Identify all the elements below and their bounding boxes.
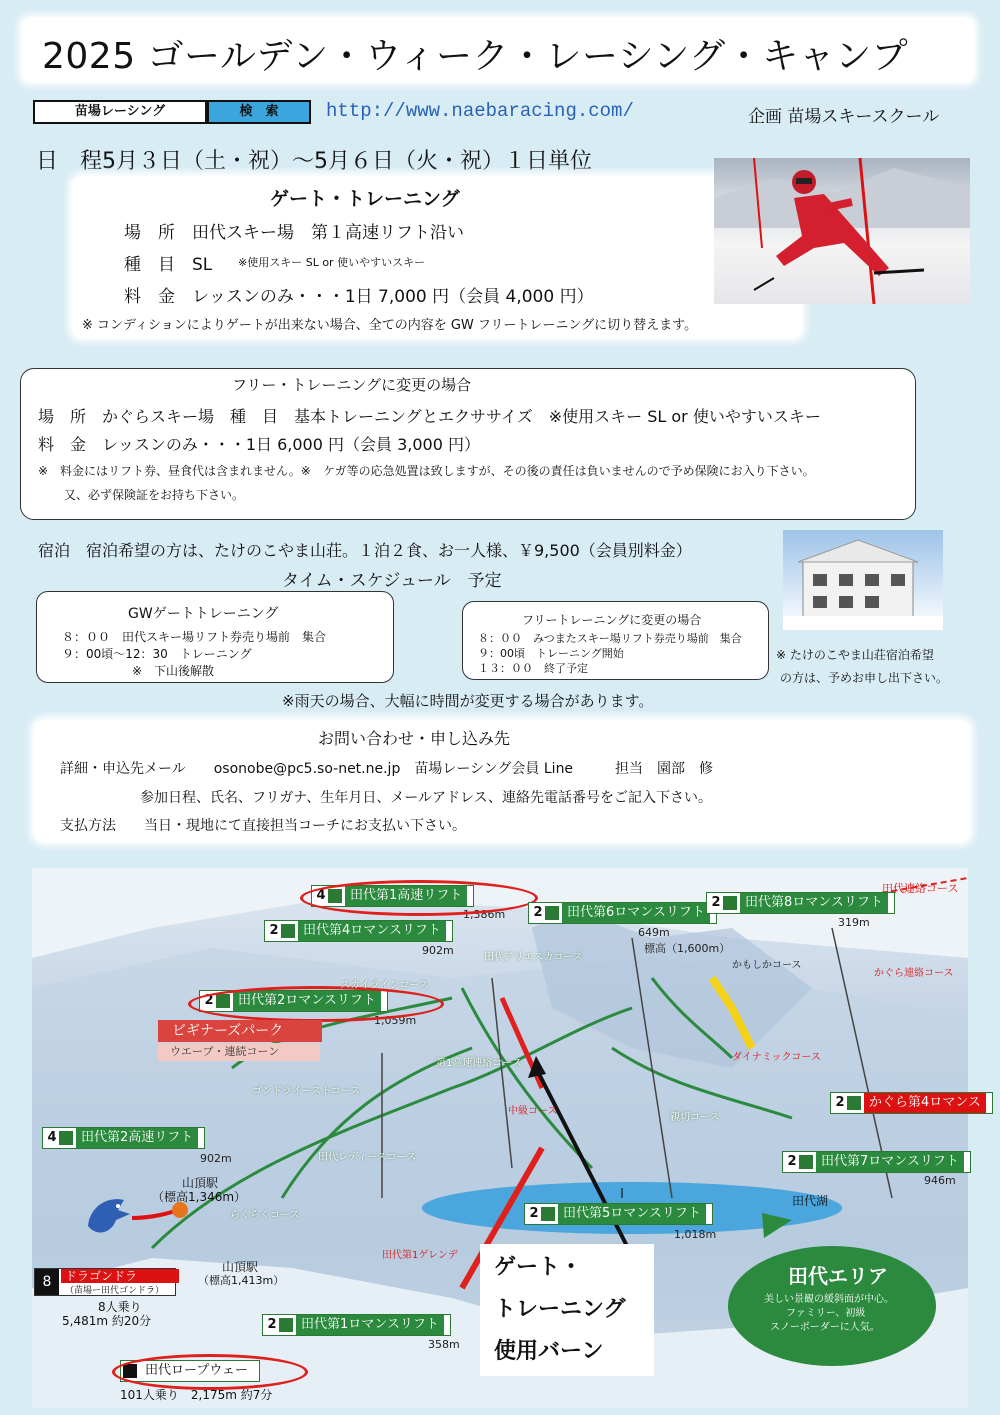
gw-schedule-line2: ９：00頃～12：30 トレーニング — [62, 647, 252, 661]
lift-tashiro-1r-alt: 358m — [428, 1338, 460, 1351]
area-desc-2: ファミリー、初級 — [786, 1308, 866, 1319]
gondola-icon: 8 — [35, 1269, 59, 1295]
page-title: 2025 ゴールデン・ウィーク・レーシング・キャンプ — [42, 36, 909, 77]
lift-tashiro-8-romance: 2 田代第8ロマンスリフト — [706, 892, 895, 914]
free-schedule-line2: ９：00頃 トレーニング開始 — [478, 647, 624, 660]
callout-line-3: 使用バーン — [494, 1339, 604, 1364]
summit-station-alt: （標高1,346m） — [152, 1190, 247, 1204]
gw-schedule-heading: GWゲートトレーニング — [128, 606, 279, 622]
lodge-note-2: の方は、予めお申し出下さい。 — [780, 671, 949, 685]
rain-note: ※雨天の場合、大幅に時間が変更する場合があります。 — [282, 692, 654, 710]
area-title: 田代エリア — [788, 1264, 888, 1288]
ropeway-label: 田代ロープウェー — [120, 1360, 260, 1382]
free-schedule-line1: ８：００ みつまたスキー場リフト券売り場前 集合 — [478, 632, 742, 645]
elevation-label: 標高（1,600m） — [644, 942, 731, 955]
ski-area-map — [32, 868, 981, 1408]
dragondola-length: 5,481m 約20分 — [62, 1314, 152, 1328]
contact-email-line: 詳細・申込先メール osonobe@pc5.so-net.ne.jp 苗場レーシング会員 Line 担当 園部 修 — [60, 761, 714, 777]
gate-type-note: ※使用スキー SL or 使いやすいスキー — [238, 256, 426, 269]
callout-line-2: トレーニング — [494, 1297, 626, 1322]
dragondola-logo — [78, 1186, 138, 1246]
course-tashiro-1-slope: 田代第1ゲレンデ — [382, 1250, 458, 1261]
schedule-dates: 日 程5月３日（土・祝）～5月６日（火・祝）１日単位 — [36, 149, 592, 174]
gate-training-callout — [480, 1244, 654, 1376]
lift-tashiro-2-romance: 2 田代第2ロマンスリフト — [199, 990, 388, 1012]
free-training-heading: フリー・トレーニングに変更の場合 — [232, 376, 472, 394]
lift-tashiro-2hs-alt: 902m — [200, 1152, 232, 1165]
free-fee: 料 金 レッスンのみ・・・1日 6,000 円（会員 3,000 円） — [38, 435, 480, 454]
lift-highlight-oval-1 — [300, 880, 538, 916]
course-kamoshika: かもしかコース — [732, 960, 802, 971]
lift-tashiro-5-alt: 1,018m — [674, 1228, 717, 1241]
lift-tashiro-1-romance: 2 田代第1ロマンスリフト — [262, 1314, 451, 1336]
lodge-note-1: ※ たけのこやま山荘宿泊希望 — [776, 648, 934, 662]
contact-payment: 支払方法 当日・現地にて直接担当コーチにお支払い下さい。 — [60, 818, 466, 834]
lodge-photo — [783, 530, 943, 630]
lift-tashiro-4-romance: 2 田代第4ロマンスリフト — [264, 920, 453, 942]
lift-tashiro-7-alt: 946m — [924, 1174, 956, 1187]
gate-place: 場 所 田代スキー場 第１高速リフト沿い — [124, 223, 464, 243]
course-rakuraku: らくらくコース — [230, 1210, 300, 1221]
lift-tashiro-4-alt: 902m — [422, 944, 454, 957]
contact-required-info: 参加日程、氏名、フリガナ、生年月日、メールアドレス、連絡先電話番号をご記入下さい。 — [140, 790, 713, 806]
lift-kagura-4-romance: 2 かぐら第4ロマンス — [830, 1092, 993, 1114]
lift-tashiro-1-high-speed: 4 田代第1高速リフト — [311, 885, 474, 907]
summit-station: 山頂駅 — [182, 1176, 219, 1190]
course-skyline: スカイラインコース — [340, 980, 429, 991]
course-gondola-east: ゴンドライーストコース — [252, 1086, 361, 1097]
lift-highlight-oval-2 — [188, 986, 444, 1022]
course-alyeska: 田代アリエスカコース — [484, 952, 583, 963]
lift-tashiro-5-romance: 2 田代第5ロマンスリフト — [524, 1203, 713, 1225]
contact-heading: お問い合わせ・申し込み先 — [318, 729, 511, 748]
free-schedule-line3: １３：００ 終了予定 — [478, 662, 588, 675]
timetable-title: タイム・スケジュール 予定 — [282, 571, 502, 591]
organizer-label: 企画 苗場スキースクール — [748, 107, 940, 127]
lift-tashiro-2-high-speed: 4 田代第2高速リフト — [42, 1127, 205, 1149]
title-banner — [22, 18, 974, 82]
lake-label: 田代湖 — [792, 1194, 829, 1208]
lift-tashiro-1-alt: 1,386m — [463, 908, 506, 921]
area-desc-1: 美しい景観の緩斜面が中心。 — [764, 1294, 894, 1305]
course-intermediate: 中級コース — [508, 1106, 558, 1117]
search-button[interactable]: 検 索 — [207, 100, 311, 124]
dragondola-sub: （苗場ー田代ゴンドラ） — [65, 1286, 165, 1296]
course-hs-connection: 第1高速連絡コース — [436, 1058, 522, 1069]
course-ladies: 田代レディースコース — [318, 1152, 417, 1163]
beginners-park-sub: ウエーブ・連続コーン — [158, 1043, 320, 1061]
callout-line-1: ゲート・ — [494, 1255, 583, 1280]
gate-type: 種 目 SL — [124, 255, 213, 275]
lift-tashiro-7-romance: 2 田代第7ロマンスリフト — [782, 1151, 971, 1173]
lift-tashiro-6-romance: 2 田代第6ロマンスリフト — [528, 902, 717, 924]
dragondola-capacity: 8人乗り — [98, 1300, 142, 1314]
gw-schedule-line1: ８：００ 田代スキー場リフト券売り場前 集合 — [62, 630, 327, 644]
gate-training-heading: ゲート・トレーニング — [270, 188, 460, 210]
lift-tashiro-6-alt: 649m — [638, 926, 670, 939]
ropeway-info: 101人乗り 2,175m 約7分 — [120, 1388, 273, 1402]
free-schedule-heading: フリートレーニングに変更の場合 — [522, 613, 702, 627]
beginners-park-label: ビギナーズパーク — [158, 1020, 322, 1042]
gate-condition-note: ※ コンディションによりゲートが出来ない場合、全ての内容を GW フリートレーニングに切り替えます。 — [82, 318, 698, 333]
ropeway-highlight-oval — [112, 1354, 308, 1390]
lodging-info: 宿泊 宿泊希望の方は、たけのこやま山荘。１泊２食、お一人様、￥9,500（会員別料金） — [38, 541, 692, 560]
gate-fee: 料 金 レッスンのみ・・・1日 7,000 円（会員 4,000 円） — [124, 287, 594, 307]
course-shinsetsu: 親切コース — [670, 1112, 720, 1123]
free-place-type: 場 所 かぐらスキー場 種 目 基本トレーニングとエクササイズ ※使用スキー SL or 使いやすいスキー — [38, 407, 821, 426]
dragondola-label — [34, 1268, 176, 1296]
lift-tashiro-2-alt: 1,059m — [374, 1014, 417, 1027]
lift-tashiro-8-alt: 319m — [838, 916, 870, 929]
site-url-link[interactable]: http://www.naebaracing.com/ — [326, 100, 634, 122]
dragondola-name: ドラゴンドラ — [61, 1269, 179, 1283]
search-keyword-box[interactable]: 苗場レーシング — [33, 100, 207, 124]
summit-station-2-alt: （標高1,413m） — [198, 1274, 285, 1287]
course-kagura-connection: かぐら連絡コース — [874, 968, 954, 979]
area-desc-3: スノーボーダーに人気。 — [770, 1322, 880, 1333]
gw-schedule-line3: ※ 下山後解散 — [132, 664, 215, 678]
tashiro-connection-course: 田代連絡コース — [882, 882, 959, 895]
free-insurance-note: ※ 料金にはリフト券、昼食代は含まれません。※ ケガ等の応急処置は致しますが、その後の責任は負いませんので予め保険にお入り下さい。 — [38, 464, 815, 478]
slalom-skier-photo — [714, 158, 970, 304]
free-insurance-card-note: 又、必ず保険証をお持ち下さい。 — [64, 488, 245, 502]
summit-station-2: 山頂駅 — [222, 1260, 259, 1274]
course-dynamic: ダイナミックコース — [732, 1052, 821, 1063]
